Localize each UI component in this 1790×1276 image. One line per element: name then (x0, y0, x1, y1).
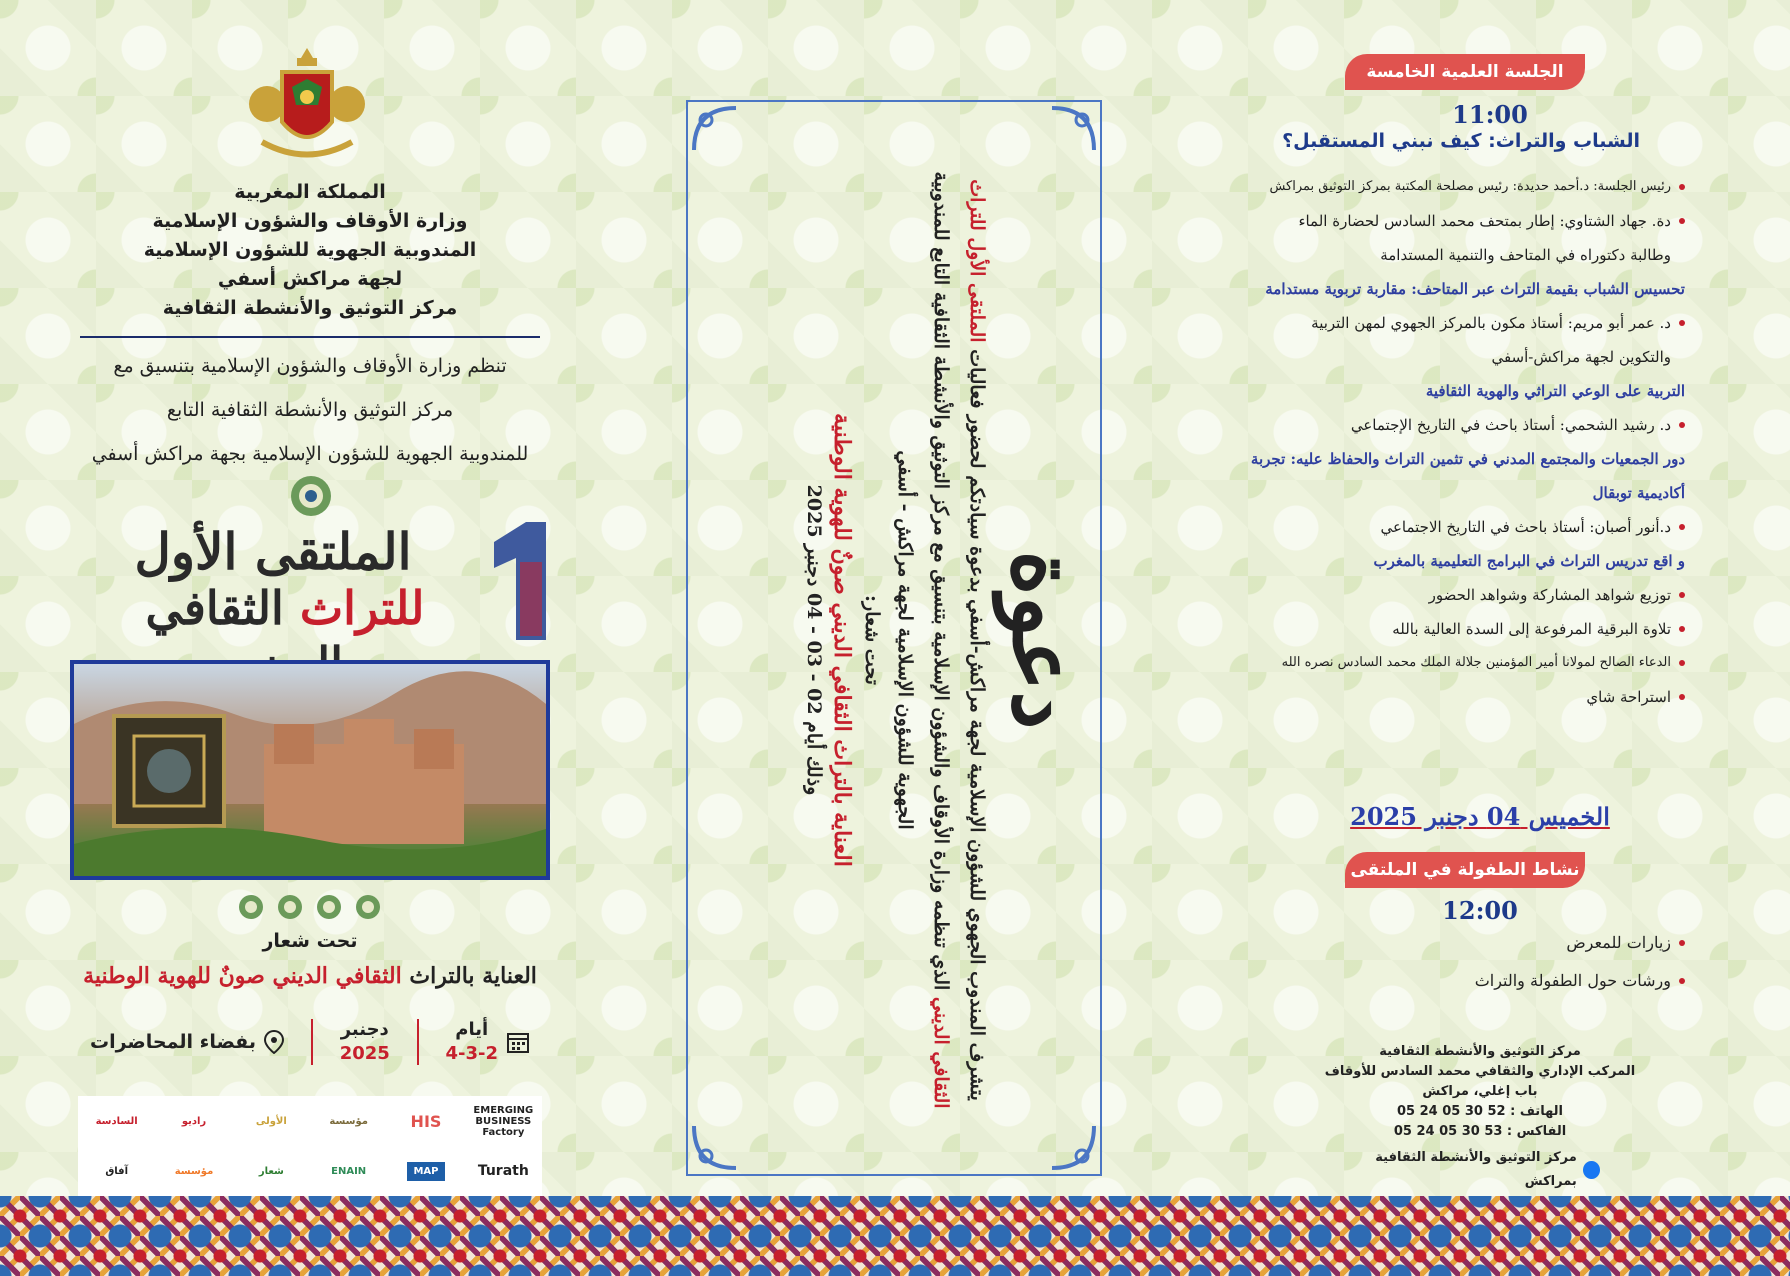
divider (80, 336, 540, 338)
slogan-label: تحت شعار (262, 930, 358, 952)
invitation-text-area (697, 135, 1097, 1145)
agenda-item: استراحة شاي (1125, 680, 1685, 714)
agenda-subtopic: تحسيس الشباب بقيمة التراث عبر المتاحف: مقاربة تربوية مستدامة (1265, 280, 1685, 298)
session-topic: الشباب والتراث: كيف نبني المستقبل؟ (1282, 130, 1640, 152)
kids-activity-list (1285, 924, 1685, 1000)
logo-al-oula: الأولى (255, 1115, 287, 1127)
invitation-forum-name: الملتقى الأول للتراث الثقافي الديني (930, 179, 988, 1109)
contact-fax: الفاكس : 53 30 05 24 05 (1393, 1124, 1567, 1139)
calendar-icon (506, 1030, 530, 1054)
agenda-item: د. رشيد الشحمي: أستاذ باحث في التاريخ الإجتماعي (1125, 408, 1685, 442)
days-label: أيام (455, 1019, 489, 1040)
invitation-slogan: العناية بالتراث الثقافي الديني صونٌ للهوية الوطنية (829, 413, 855, 867)
agenda-subtopic: و اقع تدريس التراث في البرامج التعليمية بالمغرب (1373, 552, 1685, 570)
organizer-line-3: للمندوبية الجهوية للشؤون الإسلامية بجهة مراكش أسفي (91, 443, 529, 465)
agenda-subtopic: التربية على الوعي التراثي والهوية الثقافية (1425, 382, 1685, 400)
logo-emblem: شعار (258, 1165, 284, 1177)
date-heading: الخميس 04 دجنبر 2025 (1350, 802, 1610, 831)
agenda-item: الدعاء الصالح لمولانا أمير المؤمنين جلالة الملك محمد السادس نصره الله (1125, 646, 1685, 680)
coat-of-arms-emblem (242, 42, 372, 170)
kasbah-heritage-photo (70, 660, 550, 880)
regional-delegation-text: المندوبية الجهوية للشؤون الإسلامية (143, 239, 477, 261)
kids-activity-time: 12:00 (1442, 896, 1518, 925)
kids-activity-ribbon: نشاط الطفولة في الملتقى (1345, 852, 1585, 888)
days-value: 4-3-2 (445, 1043, 498, 1064)
logo-foundation: مؤسسة (329, 1115, 368, 1127)
forum-title-line-1: الملتقى الأول (134, 522, 412, 581)
session-time: 11:00 (1452, 100, 1528, 129)
contact-center: مركز التوثيق والأنشطة الثقافية (1379, 1044, 1581, 1059)
organizer-line-1: تنظم وزارة الأوقاف والشؤون الإسلامية بتنسيق مع (113, 355, 507, 377)
organizer-line-2: مركز التوثيق والأنشطة الثقافية التابع (166, 399, 454, 421)
invitation-heading: دعوة (993, 550, 1094, 730)
contact-phone: الهاتف : 52 30 05 24 05 (1396, 1104, 1563, 1119)
event-info-bar (90, 1014, 530, 1070)
month-label: دجنبر (340, 1019, 389, 1040)
logo-his: HIS (410, 1111, 442, 1131)
forum-title-heritage: للتراث (299, 581, 425, 635)
logo-emerging-business: EMERGING BUSINESS Factory (473, 1104, 534, 1138)
agenda-item: تلاوة البرقية المرفوعة إلى السدة العالية بالله (1125, 612, 1685, 646)
session-agenda (1125, 170, 1685, 714)
left-panel (0, 0, 670, 1196)
slogan-part-1: العناية بالتراث (409, 963, 537, 989)
ornament-medallion-icon (289, 474, 333, 518)
year-value: 2025 (339, 1043, 390, 1064)
contact-address: باب إغلي، مراكش (1422, 1084, 1538, 1099)
slogan-part-2: الثقافي الديني صونٌ للهوية الوطنية (83, 963, 402, 989)
agenda-item: والتكوين لجهة مراكش-أسفي (1491, 348, 1671, 366)
logo-foundation-2: مؤسسة (174, 1165, 214, 1177)
invitation-body-3: مركز التوثيق والأنشطة الثقافية التابع للمندوبية الجهوية للشؤون الإسلامية لجهة مراكش - أسفي (894, 171, 952, 830)
region-text: لجهة مراكش أسفي (217, 268, 403, 290)
number-one-graphic (486, 522, 550, 640)
facebook-icon (1583, 1161, 1600, 1179)
logo-radio: راديو (181, 1115, 207, 1127)
info-separator (311, 1019, 313, 1065)
agenda-item: دة. جهاد الشتاوي: إطار بمتحف محمد السادس لحضارة الماء (1125, 204, 1685, 238)
logo-afaq: آفاق (105, 1165, 128, 1177)
forum-title-line-2: الثقافي (145, 581, 284, 635)
location-pin-icon (264, 1030, 284, 1054)
kids-activity-item: ورشات حول الطفولة والتراث (1285, 962, 1685, 1000)
agenda-item: د.أنور أصبان: أستاذ باحث في التاريخ الاجتماعي (1125, 510, 1685, 544)
kids-activity-item: زيارات للمعرض (1285, 924, 1685, 962)
invitation-dates: وذلك أيام 02 - 03 - 04 دجنبر 2025 (803, 484, 825, 796)
kingdom-text: المملكة المغربية (234, 181, 386, 203)
partner-logos (78, 1096, 542, 1196)
info-separator (417, 1019, 419, 1065)
facebook-link[interactable]: مركز التوثيق والأنشطة الثقافية بمراكش (1375, 1150, 1577, 1189)
contact-block (1300, 1042, 1660, 1142)
agenda-item: توزيع شواهد المشاركة وشواهد الحضور (1125, 578, 1685, 612)
logo-turath: Turath (477, 1162, 529, 1179)
decorative-rosettes-icon (236, 892, 382, 922)
contact-complex: المركب الإداري والثقافي محمد السادس للأوقاف (1324, 1064, 1636, 1079)
invitation-slogan-label: تحت شعار: (861, 595, 883, 685)
agenda-item: رئيس الجلسة: د.أحمد حديدة: رئيس مصلحة المكتبة بمركز التوثيق بمراكش (1125, 170, 1685, 204)
agenda-subtopic: دور الجمعيات والمجتمع المدني في تثمين التراث والحفاظ عليه: تجربة (1250, 450, 1685, 468)
logo-assadissa: السادسة (95, 1115, 138, 1127)
invitation-body-2: الذي تنظمه وزارة الأوقاف والشؤون الإسلامية بتنسيق مع (930, 542, 952, 991)
center-text: مركز التوثيق والأنشطة الثقافية (162, 297, 458, 319)
ministry-text: وزارة الأوقاف والشؤون الإسلامية (152, 210, 468, 232)
venue-text: بفضاء المحاضرات (90, 1031, 256, 1053)
logo-enain: ENAIN (331, 1165, 367, 1177)
agenda-item: وطالبة دكتوراه في المتاحف والتنمية المستدامة (1380, 246, 1671, 264)
decorative-border-strip (0, 1196, 1790, 1276)
agenda-subtopic: أكاديمية توبقال (1592, 484, 1685, 502)
session-ribbon: الجلسة العلمية الخامسة (1345, 54, 1585, 90)
invitation-body-1: يتشرف المندوب الجهوي للشؤون الإسلامية لجهة مراكش-أسفي بدعوة سيادتكم لحضور فعاليات (966, 349, 988, 1101)
logo-map: MAP (407, 1162, 444, 1181)
agenda-item: د. عمر أبو مريم: أستاذ مكون بالمركز الجهوي لمهن التربية (1125, 306, 1685, 340)
